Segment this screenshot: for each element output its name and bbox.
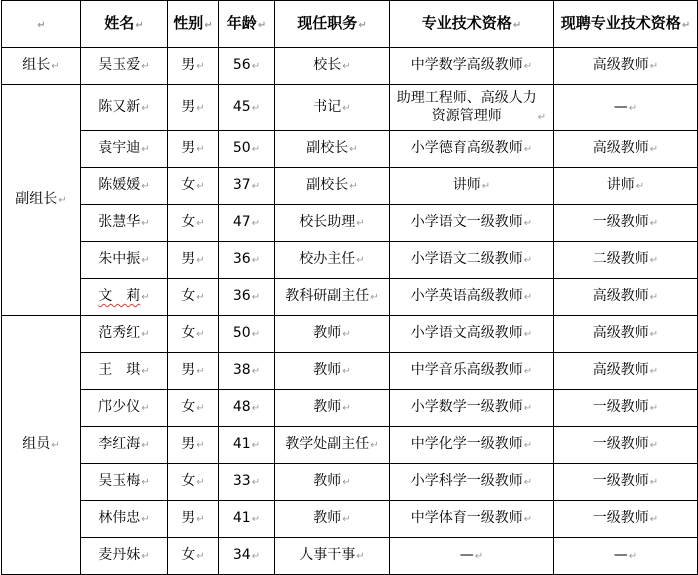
paragraph-mark-icon: ↵ [251, 403, 261, 414]
paragraph-mark-icon: ↵ [251, 181, 261, 192]
cell-age: 50↵ [219, 131, 275, 168]
cell-qualification: 小学语文高级教师↵ [390, 316, 554, 353]
cell-current: 高级教师↵ [554, 48, 698, 85]
header-position: 现任职务↵ [275, 1, 390, 48]
header-row [2, 1, 698, 48]
cell-current: 二级教师↵ [554, 242, 698, 279]
paragraph-mark-icon: ↵ [251, 440, 261, 451]
cell-name: 范秀红↵ [81, 316, 168, 353]
cell-qualification: 中学化学一级教师↵ [390, 427, 554, 464]
cell-position: 书记↵ [275, 85, 390, 131]
paragraph-mark-icon: ↵ [370, 292, 379, 303]
paragraph-mark-icon: ↵ [523, 366, 533, 377]
paragraph-mark-icon: ↵ [342, 329, 351, 340]
cell-gender: 女↵ [168, 538, 219, 575]
cell-gender: 女↵ [168, 464, 219, 501]
cell-current: 一级教师↵ [554, 464, 698, 501]
table-row [2, 48, 698, 85]
cell-gender: 男↵ [168, 427, 219, 464]
cell-age: 33↵ [219, 464, 275, 501]
cell-age: 50↵ [219, 316, 275, 353]
cell-position: 教师↵ [275, 353, 390, 390]
paragraph-mark-icon: ↵ [251, 144, 261, 155]
paragraph-mark-icon: ↵ [681, 19, 691, 31]
cell-qualification: 小学科学一级教师↵ [390, 464, 554, 501]
paragraph-mark-icon: ↵ [251, 551, 261, 562]
paragraph-mark-icon: ↵ [342, 477, 351, 488]
cell-current: 高级教师↵ [554, 353, 698, 390]
table-row [2, 390, 698, 427]
paragraph-mark-icon: ↵ [349, 181, 358, 192]
cell-name: 吴玉爱↵ [81, 48, 168, 85]
paragraph-mark-icon: ↵ [649, 61, 659, 72]
paragraph-mark-icon: ↵ [342, 102, 351, 114]
paragraph-mark-icon: ↵ [523, 144, 533, 155]
cell-position: 人事干事↵ [275, 538, 390, 575]
cell-position: 校长↵ [275, 48, 390, 85]
paragraph-mark-icon: ↵ [196, 218, 205, 229]
paragraph-mark-icon: ↵ [196, 477, 205, 488]
paragraph-mark-icon: ↵ [141, 551, 150, 562]
cell-qualification: 中学音乐高级教师↵ [390, 353, 554, 390]
cell-age: 47↵ [219, 205, 275, 242]
table-row [2, 427, 698, 464]
cell-position: 教师↵ [275, 390, 390, 427]
cell-current: —↵ [554, 85, 698, 131]
paragraph-mark-icon: ↵ [537, 111, 547, 123]
cell-current: 高级教师↵ [554, 279, 698, 316]
cell-gender: 男↵ [168, 131, 219, 168]
cell-name: 吴玉梅↵ [81, 464, 168, 501]
cell-age: 34↵ [219, 538, 275, 575]
cell-current: 讲师↵ [554, 168, 698, 205]
header-name: 姓名↵ [81, 1, 168, 48]
cell-gender: 男↵ [168, 501, 219, 538]
cell-position: 校长助理↵ [275, 205, 390, 242]
paragraph-mark-icon: ↵ [649, 218, 659, 229]
paragraph-mark-icon: ↵ [204, 19, 213, 31]
paragraph-mark-icon: ↵ [196, 403, 205, 414]
paragraph-mark-icon: ↵ [356, 255, 365, 266]
cell-gender: 男↵ [168, 242, 219, 279]
paragraph-mark-icon: ↵ [141, 366, 150, 377]
cell-position: 副校长↵ [275, 131, 390, 168]
paragraph-mark-icon: ↵ [196, 366, 205, 377]
paragraph-mark-icon: ↵ [342, 514, 351, 525]
header-age: 年龄↵ [219, 1, 275, 48]
cell-gender: 男↵ [168, 85, 219, 131]
cell-qualification: 讲师↵ [390, 168, 554, 205]
paragraph-mark-icon: ↵ [512, 19, 522, 31]
cell-name: 麦丹妹↵ [81, 538, 168, 575]
cell-qualification: 中学数学高级教师↵ [390, 48, 554, 85]
paragraph-mark-icon: ↵ [141, 61, 150, 72]
cell-name: 张慧华↵ [81, 205, 168, 242]
cell-qualification: 小学德育高级教师↵ [390, 131, 554, 168]
paragraph-mark-icon: ↵ [251, 292, 261, 303]
paragraph-mark-icon: ↵ [196, 144, 205, 155]
table-row [2, 168, 698, 205]
paragraph-mark-icon: ↵ [342, 403, 351, 414]
paragraph-mark-icon: ↵ [356, 551, 365, 562]
paragraph-mark-icon: ↵ [523, 440, 533, 451]
paragraph-mark-icon: ↵ [141, 477, 150, 488]
cell-age: 37↵ [219, 168, 275, 205]
paragraph-mark-icon: ↵ [58, 195, 67, 206]
paragraph-mark-icon: ↵ [196, 292, 205, 303]
paragraph-mark-icon: ↵ [141, 329, 150, 340]
paragraph-mark-icon: ↵ [523, 255, 533, 266]
paragraph-mark-icon: ↵ [649, 514, 659, 525]
cell-name: 林伟忠↵ [81, 501, 168, 538]
paragraph-mark-icon: ↵ [196, 255, 205, 266]
paragraph-mark-icon: ↵ [628, 102, 638, 114]
paragraph-mark-icon: ↵ [196, 102, 205, 114]
paragraph-mark-icon: ↵ [523, 218, 533, 229]
cell-qualification: —↵ [390, 538, 554, 575]
cell-name: 陈媛媛↵ [81, 168, 168, 205]
table-row [2, 279, 698, 316]
table-row [2, 316, 698, 353]
table-row [2, 501, 698, 538]
cell-age: 48↵ [219, 390, 275, 427]
paragraph-mark-icon: ↵ [37, 19, 46, 31]
paragraph-mark-icon: ↵ [257, 19, 267, 31]
paragraph-mark-icon: ↵ [349, 144, 358, 155]
table-row [2, 131, 698, 168]
cell-gender: 女↵ [168, 168, 219, 205]
group-role-cell: 组员↵ [2, 316, 81, 575]
cell-current: 一级教师↵ [554, 501, 698, 538]
cell-name: 邝少仪↵ [81, 390, 168, 427]
paragraph-mark-icon: ↵ [649, 144, 659, 155]
paragraph-mark-icon: ↵ [523, 403, 533, 414]
paragraph-mark-icon: ↵ [196, 440, 205, 451]
paragraph-mark-icon: ↵ [141, 255, 150, 266]
cell-age: 56↵ [219, 48, 275, 85]
paragraph-mark-icon: ↵ [141, 292, 150, 303]
paragraph-mark-icon: ↵ [523, 514, 533, 525]
header-role [2, 1, 81, 48]
paragraph-mark-icon: ↵ [251, 102, 261, 114]
paragraph-mark-icon: ↵ [141, 181, 150, 192]
cell-gender: 女↵ [168, 390, 219, 427]
table-row [2, 538, 698, 575]
cell-position: 教学处副主任↵ [275, 427, 390, 464]
header-gender: 性别↵ [168, 1, 219, 48]
paragraph-mark-icon: ↵ [251, 514, 261, 525]
paragraph-mark-icon: ↵ [251, 218, 261, 229]
paragraph-mark-icon: ↵ [342, 366, 351, 377]
group-role-cell: 组长↵ [2, 48, 81, 85]
cell-qualification: 小学语文二级教师↵ [390, 242, 554, 279]
paragraph-mark-icon: ↵ [523, 329, 533, 340]
cell-qualification: 中学体育一级教师↵ [390, 501, 554, 538]
paragraph-mark-icon: ↵ [523, 292, 533, 303]
paragraph-mark-icon: ↵ [523, 61, 533, 72]
cell-gender: 女↵ [168, 279, 219, 316]
cell-name: 朱中振↵ [81, 242, 168, 279]
paragraph-mark-icon: ↵ [251, 366, 261, 377]
paragraph-mark-icon: ↵ [141, 102, 150, 114]
paragraph-mark-icon: ↵ [251, 255, 261, 266]
cell-name: 文 莉↵ [81, 279, 168, 316]
header-current-qualification: 现聘专业技术资格↵ [554, 1, 698, 48]
cell-name: 李红海↵ [81, 427, 168, 464]
cell-age: 38↵ [219, 353, 275, 390]
cell-position: 教师↵ [275, 316, 390, 353]
cell-position: 副校长↵ [275, 168, 390, 205]
cell-gender: 男↵ [168, 353, 219, 390]
group-role-cell: 副组长↵ [2, 85, 81, 316]
paragraph-mark-icon: ↵ [356, 218, 365, 229]
cell-position: 教科研副主任↵ [275, 279, 390, 316]
table-row [2, 85, 698, 131]
cell-age: 41↵ [219, 427, 275, 464]
paragraph-mark-icon: ↵ [649, 366, 659, 377]
cell-age: 41↵ [219, 501, 275, 538]
staff-table [1, 0, 698, 575]
paragraph-mark-icon: ↵ [141, 514, 150, 525]
paragraph-mark-icon: ↵ [628, 551, 638, 562]
paragraph-mark-icon: ↵ [635, 181, 645, 192]
cell-age: 45↵ [219, 85, 275, 131]
paragraph-mark-icon: ↵ [370, 440, 379, 451]
paragraph-mark-icon: ↵ [474, 551, 484, 562]
paragraph-mark-icon: ↵ [141, 144, 150, 155]
paragraph-mark-icon: ↵ [196, 514, 205, 525]
cell-qualification: 小学数学一级教师↵ [390, 390, 554, 427]
paragraph-mark-icon: ↵ [649, 403, 659, 414]
table-row [2, 464, 698, 501]
table-row [2, 353, 698, 390]
paragraph-mark-icon: ↵ [649, 255, 659, 266]
cell-current: 一级教师↵ [554, 390, 698, 427]
cell-current: 高级教师↵ [554, 131, 698, 168]
paragraph-mark-icon: ↵ [649, 440, 659, 451]
paragraph-mark-icon: ↵ [649, 329, 659, 340]
paragraph-mark-icon: ↵ [196, 551, 205, 562]
cell-current: 高级教师↵ [554, 316, 698, 353]
paragraph-mark-icon: ↵ [251, 61, 261, 72]
table-body [2, 48, 698, 575]
cell-current: 一级教师↵ [554, 427, 698, 464]
paragraph-mark-icon: ↵ [523, 477, 533, 488]
paragraph-mark-icon: ↵ [251, 329, 261, 340]
header-qualification: 专业技术资格↵ [390, 1, 554, 48]
cell-qualification: 助理工程师、高级人力资源管理师 ↵ [390, 85, 554, 131]
paragraph-mark-icon: ↵ [135, 19, 144, 31]
cell-position: 教师↵ [275, 464, 390, 501]
paragraph-mark-icon: ↵ [251, 477, 261, 488]
paragraph-mark-icon: ↵ [141, 218, 150, 229]
paragraph-mark-icon: ↵ [141, 440, 150, 451]
cell-position: 校办主任↵ [275, 242, 390, 279]
cell-position: 教师↵ [275, 501, 390, 538]
paragraph-mark-icon: ↵ [196, 61, 205, 72]
cell-current: —↵ [554, 538, 698, 575]
paragraph-mark-icon: ↵ [342, 61, 351, 72]
cell-current: 一级教师↵ [554, 205, 698, 242]
cell-qualification: 小学英语高级教师↵ [390, 279, 554, 316]
cell-gender: 女↵ [168, 205, 219, 242]
paragraph-mark-icon: ↵ [358, 19, 367, 31]
paragraph-mark-icon: ↵ [51, 440, 60, 451]
table-row [2, 205, 698, 242]
paragraph-mark-icon: ↵ [196, 329, 205, 340]
paragraph-mark-icon: ↵ [649, 477, 659, 488]
cell-qualification: 小学语文一级教师↵ [390, 205, 554, 242]
cell-name: 陈又新↵ [81, 85, 168, 131]
cell-name: 王 琪↵ [81, 353, 168, 390]
paragraph-mark-icon: ↵ [141, 403, 150, 414]
cell-gender: 女↵ [168, 316, 219, 353]
cell-age: 36↵ [219, 242, 275, 279]
cell-name: 袁宇迪↵ [81, 131, 168, 168]
paragraph-mark-icon: ↵ [196, 181, 205, 192]
paragraph-mark-icon: ↵ [649, 292, 659, 303]
paragraph-mark-icon: ↵ [51, 61, 60, 72]
cell-gender: 男↵ [168, 48, 219, 85]
cell-age: 36↵ [219, 279, 275, 316]
table-row [2, 242, 698, 279]
paragraph-mark-icon: ↵ [481, 181, 491, 192]
